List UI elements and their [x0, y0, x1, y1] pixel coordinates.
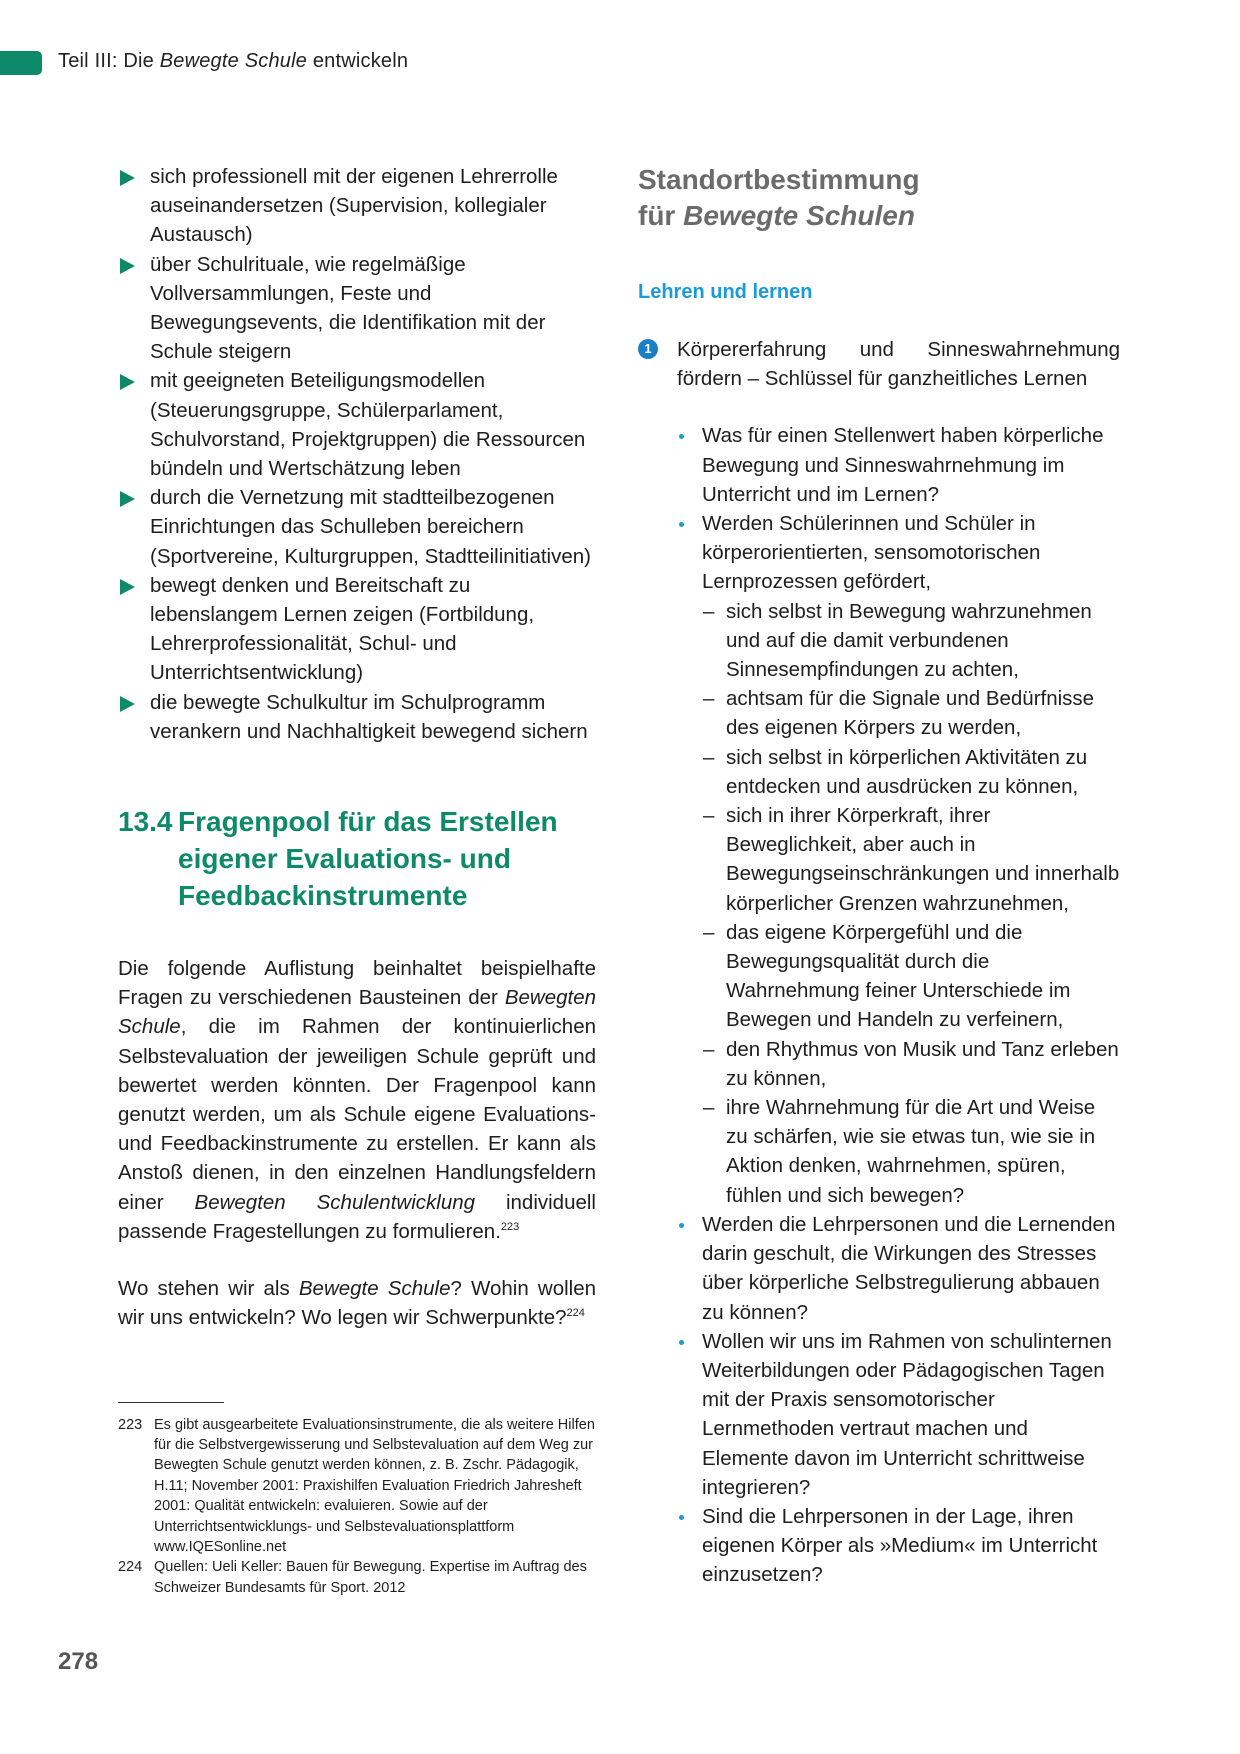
section-title: Fragenpool für das Erstellen eigener Evaluations- und Feedbackinstrumente [178, 806, 558, 912]
footnote-number: 223 [118, 1416, 143, 1433]
question-paragraph [118, 1274, 596, 1332]
footnote-divider [118, 1402, 224, 1403]
sub-item-text: ihre Wahrnehmung für die Art und Weise zu schärfen, wie sie etwas tun, wie sie in Aktion denken, wahrnehmen, spüren, fühlen und sich bewegen? [726, 1096, 1096, 1207]
numbered-item [638, 335, 1120, 393]
question-text: Wollen wir uns im Rahmen von schulinternen Weiterbildungen oder Pädagogischen Tagen mit der Praxis sensomotorischer Lernmethoden vertraut machen und Elemente davon im Unterricht schrittweise integrieren? [702, 1329, 1112, 1499]
footnote-ref-224[interactable]: 224 [566, 1307, 585, 1320]
title-line-2-prefix: für [638, 200, 684, 231]
header-suffix: entwickeln [307, 50, 409, 72]
dash-bullet-icon: – [703, 804, 715, 828]
dot-bullet-icon [679, 1515, 684, 1520]
footnote-text: Es gibt ausgearbeitete Evaluationsinstrumente, die als weitere Hilfen für die Selbstvergewisserung und Selbstevaluation auf dem Weg zur Bewegten Schule genutzt werden können, z. B. Zschr. Pädagogik, H.11; November 2001: Praxishilfen Evaluation Friedrich Jahresheft 2001: Qualität entwickeln: evaluieren. Sowie auf der Unterrichtsentwicklungs- und Selbstevaluationsplattform www.IQESonline.net [154, 1416, 595, 1555]
footnote-224 [118, 1557, 596, 1598]
question-list [638, 421, 1120, 1589]
list-item [118, 483, 596, 571]
dot-bullet-icon [679, 522, 684, 527]
triangle-bullet-icon [120, 696, 135, 712]
sub-list-item [702, 801, 1120, 918]
text-run: individuell passende Fragestellungen zu formulieren. [118, 1190, 596, 1243]
sub-list-item [702, 743, 1120, 801]
right-column [638, 162, 1120, 1590]
number-circle-icon: 1 [638, 339, 658, 359]
triangle-bullet-icon [120, 258, 135, 274]
list-item [677, 1210, 1120, 1327]
bullet-text: mit geeigneten Beteiligungsmodellen (Steuerungsgruppe, Schülerparlament, Schulvorstand, Projektgruppen) die Ressourcen bündeln und Wertschätzung leben [150, 369, 586, 481]
numbered-item-text: Körpererfahrung und Sinneswahrnehmung fördern – Schlüssel für ganzheitliches Lernen [677, 338, 1120, 391]
text-run: ? Wohin wollen wir uns entwickeln? Wo legen wir Schwerpunkte? [118, 1277, 597, 1330]
list-item [118, 688, 596, 746]
list-item [118, 250, 596, 367]
list-item [677, 421, 1120, 509]
dot-bullet-icon [679, 434, 684, 439]
triangle-bullet-icon [120, 491, 135, 507]
italic-run: Bewegte Schule [298, 1277, 451, 1301]
subheading: Lehren und lernen [638, 281, 813, 303]
sub-item-text: den Rhythmus von Musik und Tanz erleben zu können, [726, 1037, 1119, 1090]
triangle-bullet-icon [120, 579, 135, 595]
sub-list-item [702, 597, 1120, 685]
sub-item-text: sich selbst in körperlichen Aktivitäten zu entdecken und ausdrücken zu können, [726, 745, 1088, 798]
title-line-1: Standortbestimmung [638, 164, 920, 195]
bullet-text: durch die Vernetzung mit stadtteilbezogenen Einrichtungen das Schulleben bereichern (Sportvereine, Kulturgruppen, Stadtteilinitiativen) [150, 486, 591, 568]
text-run: Wo stehen wir als [118, 1277, 299, 1301]
left-column [118, 162, 596, 1598]
text-run: Die folgende Auflistung beinhaltet beispielhafte Fragen zu verschiedenen Bausteinen der [118, 957, 596, 1010]
list-item [677, 509, 1120, 1210]
dash-bullet-icon: – [703, 1037, 715, 1061]
list-item [677, 1327, 1120, 1502]
question-text: Werden Schülerinnen und Schüler in körperorientierten, sensomotorischen Lernprozessen gefördert, [702, 512, 1041, 594]
triangle-bullet-icon [120, 170, 135, 186]
dash-bullet-icon: – [703, 1096, 715, 1120]
section-heading [118, 803, 596, 914]
sub-item-text: achtsam für die Signale und Bedürfnisse des eigenen Körpers zu werden, [726, 687, 1095, 740]
sub-list [702, 597, 1120, 1210]
bullet-text: sich professionell mit der eigenen Lehrerrolle auseinandersetzen (Supervision, kollegialer Austausch) [150, 165, 558, 247]
footnotes [118, 1415, 596, 1599]
dot-bullet-icon [679, 1340, 684, 1345]
list-item [118, 571, 596, 688]
sub-item-text: sich in ihrer Körperkraft, ihrer Beweglichkeit, aber auch in Bewegungseinschränkungen und innerhalb körperlicher Grenzen wahrzunehmen, [726, 804, 1120, 915]
text-run: , die im Rahmen der kontinuierlichen Selbstevaluation der jeweiligen Schule geprüft und bewertet werden könnten. Der Fragenpool kann genutzt werden, um als Schule eigene Evaluations- und Feedbackinstrumente zu erstellen. Er kann als Anstoß dienen, in den einzelnen Handlungsfeldern einer [118, 1015, 596, 1214]
footnote-text: Quellen: Ueli Keller: Bauen für Bewegung. Expertise im Auftrag des Schweizer Bundesamts für Sport. 2012 [154, 1559, 587, 1596]
list-item [118, 162, 596, 250]
running-header [58, 50, 408, 73]
sub-item-text: das eigene Körpergefühl und die Bewegungsqualität durch die Wahrnehmung feiner Unterschiede im Bewegen und Handeln zu verfeinern, [726, 920, 1071, 1032]
triangle-bullet-icon [120, 374, 135, 390]
footnote-223 [118, 1415, 596, 1558]
header-italic: Bewegte Schule [159, 50, 308, 72]
sub-item-text: sich selbst in Bewegung wahrzunehmen und auf die damit verbundenen Sinnesempfindungen zu achten, [726, 599, 1092, 682]
intro-paragraph [118, 954, 596, 1246]
section-number: 13.4 [118, 806, 173, 838]
dash-bullet-icon: – [703, 920, 715, 944]
question-text: Werden die Lehrpersonen und die Lernenden darin geschult, die Wirkungen des Stresses über körperliche Selbstregulierung abbauen zu können? [702, 1212, 1116, 1324]
dot-bullet-icon [679, 1223, 684, 1228]
question-text: Sind die Lehrpersonen in der Lage, ihren eigenen Körper als »Medium« im Unterricht einzusetzen? [702, 1504, 1098, 1587]
italic-run: Bewegten Schule [118, 986, 596, 1039]
dash-bullet-icon: – [703, 745, 715, 769]
list-item [118, 366, 596, 483]
dash-bullet-icon: – [703, 687, 715, 711]
sub-list-item [702, 1035, 1120, 1093]
dash-bullet-icon: – [703, 599, 715, 623]
header-prefix: Teil III: Die [58, 50, 160, 72]
footnote-number: 224 [118, 1559, 143, 1576]
page-number: 278 [58, 1648, 99, 1675]
sub-list-item [702, 918, 1120, 1035]
header-accent-bar [0, 51, 42, 75]
bullet-list [118, 162, 596, 746]
box-title [638, 162, 1120, 234]
sub-list-item [702, 1093, 1120, 1210]
list-item [677, 1502, 1120, 1590]
footnote-ref-223[interactable]: 223 [500, 1221, 520, 1234]
sub-list-item [702, 684, 1120, 742]
bullet-text: über Schulrituale, wie regelmäßige Vollversammlungen, Feste und Bewegungsevents, die Identifikation mit der Schule steigern [150, 252, 546, 364]
bullet-text: bewegt denken und Bereitschaft zu lebenslangem Lernen zeigen (Fortbildung, Lehrerprofessionalität, Schul- und Unterrichtsentwicklung) [150, 573, 535, 685]
title-line-2-italic: Bewegte Schulen [683, 200, 915, 231]
bullet-text: die bewegte Schulkultur im Schulprogramm verankern und Nachhaltigkeit bewegend sichern [150, 690, 588, 743]
question-text: Was für einen Stellenwert haben körperliche Bewegung und Sinneswahrnehmung im Unterricht und im Lernen? [702, 424, 1104, 506]
italic-run: Bewegten Schulentwicklung [194, 1190, 476, 1214]
